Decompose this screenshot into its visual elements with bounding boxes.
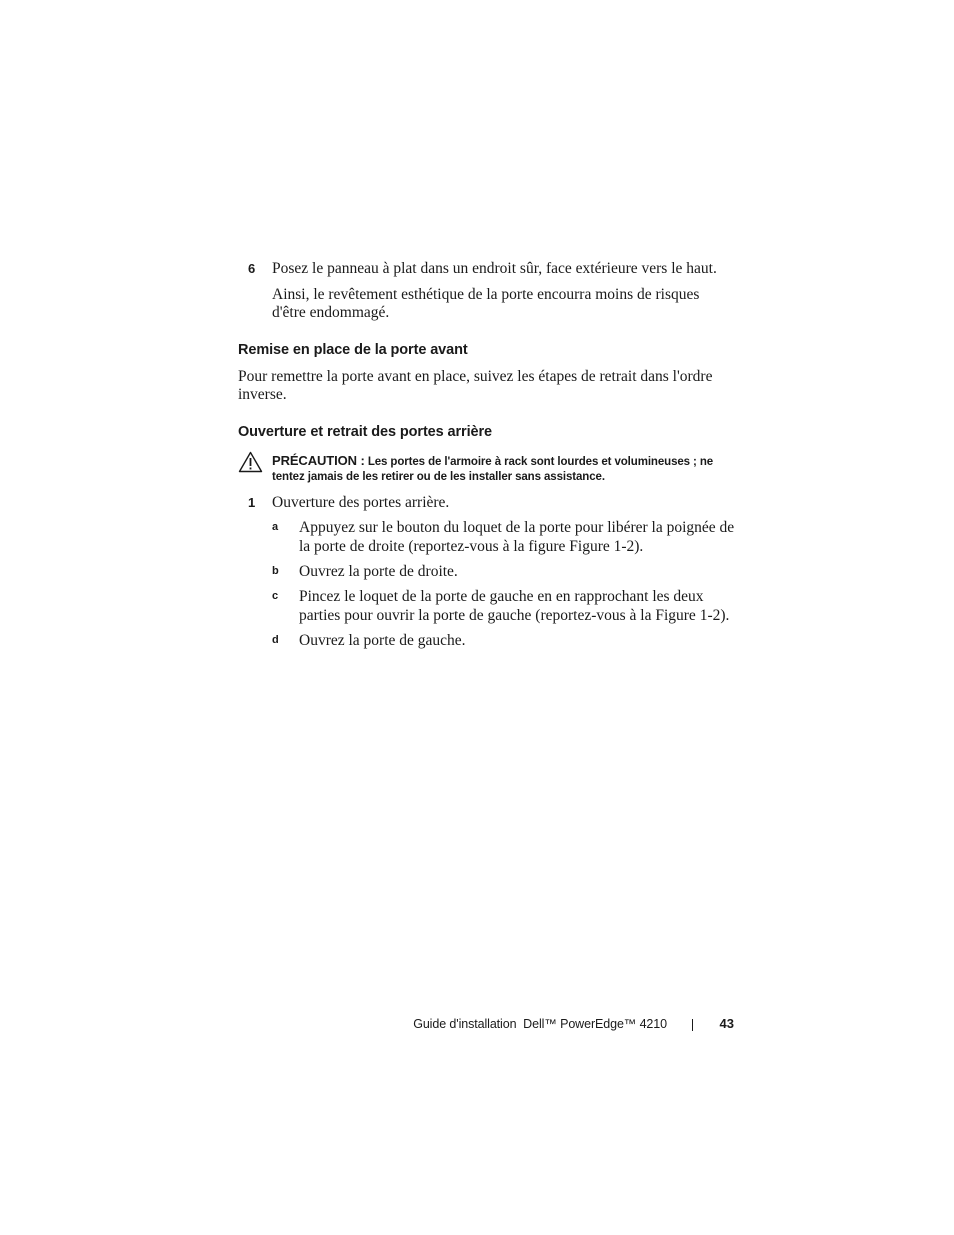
substep-letter-d: d: [272, 634, 279, 646]
substep-c-line-2: parties pour ouvrir la porte de gauche (reportez-vous à la Figure 1-2).: [299, 607, 730, 624]
section-1-body-line-2: inverse.: [238, 386, 287, 403]
step-1-text: Ouverture des portes arrière.: [272, 494, 450, 511]
section-1-body-line-1: Pour remettre la porte avant en place, suivez les étapes de retrait dans l'ordre: [238, 368, 713, 385]
step-number-6: 6: [248, 261, 256, 276]
step-number-1: 1: [248, 495, 256, 510]
step-6-text: Posez le panneau à plat dans un endroit sûr, face extérieure vers le haut.: [272, 260, 717, 277]
substep-letter-b: b: [272, 565, 279, 577]
substep-d-line-1: Ouvrez la porte de gauche.: [299, 632, 466, 649]
caution-text-line-1: Les portes de l'armoire à rack sont lourdes et volumineuses ; ne: [367, 456, 714, 468]
substep-b-line-1: Ouvrez la porte de droite.: [299, 563, 458, 580]
substep-letter-c: c: [272, 590, 279, 602]
substep-a-line-2: la porte de droite (reportez-vous à la figure Figure 1-2).: [299, 538, 644, 555]
substep-c-line-1: Pincez le loquet de la porte de gauche en en rapprochant les deux: [299, 588, 704, 605]
section-heading-rear-doors: Ouverture et retrait des portes arrière: [238, 424, 492, 440]
warning-triangle-icon: [238, 451, 263, 473]
section-heading-front-door: Remise en place de la porte avant: [238, 342, 468, 358]
footer-title: Guide d'installation Dell™ PowerEdge™ 4210: [413, 1017, 667, 1031]
caution-text-line-2: tentez jamais de les retirer ou de les installer sans assistance.: [272, 471, 605, 483]
step-6-note-line-2: d'être endommagé.: [272, 304, 390, 321]
footer-separator: [692, 1019, 693, 1031]
step-6-note-line-1: Ainsi, le revêtement esthétique de la porte encourra moins de risques: [272, 286, 700, 303]
caution-label: PRÉCAUTION :: [272, 453, 365, 468]
substep-letter-a: a: [272, 521, 279, 533]
substep-a-line-1: Appuyez sur le bouton du loquet de la porte pour libérer la poignée de: [299, 519, 735, 536]
page-number: 43: [719, 1016, 734, 1031]
